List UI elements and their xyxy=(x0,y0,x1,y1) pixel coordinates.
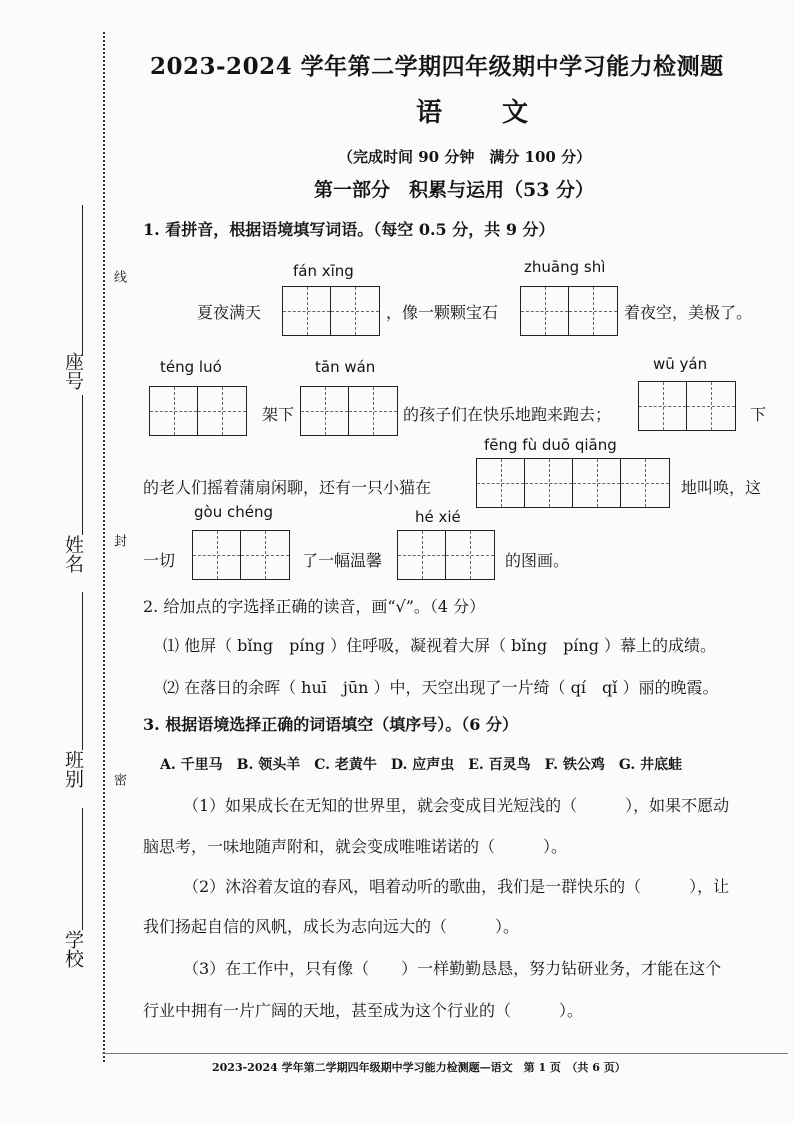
q2-item-1: ⑴ 他屏（ bǐng píng ）住呼吸，凝视着大屏（ bǐng píng ）幕上的成绩。 xyxy=(163,636,717,655)
pinyin-1: fán xīng xyxy=(293,262,354,280)
q1-text-4: 架下 xyxy=(262,405,295,424)
pinyin-5: wū yán xyxy=(653,355,708,373)
q1-text-3: 着夜空，美极了。 xyxy=(624,303,753,322)
binding-dotted-line xyxy=(103,32,105,1062)
q2-item-2: ⑵ 在落日的余晖（ huī jūn ）中，天空出现了一片绮（ qí qǐ ）丽的晚霞。 xyxy=(163,678,719,697)
answer-box-3[interactable] xyxy=(149,386,247,436)
answer-box-4[interactable] xyxy=(300,386,398,436)
school-label: 学校 xyxy=(62,930,84,968)
q1-text-6: 下 xyxy=(750,405,767,424)
q1-text-1: 夏夜满天 xyxy=(197,303,262,322)
seat-blank xyxy=(82,205,83,355)
pinyin-2: zhuāng shì xyxy=(524,258,606,276)
q1-text-2: ，像一颗颗宝石 xyxy=(386,303,499,322)
q3-options: A. 千里马 B. 领头羊 C. 老黄牛 D. 应声虫 E. 百灵鸟 F. 铁公鸡 G. 井底蛙 xyxy=(160,757,683,773)
q3-line-4: 我们扬起自信的风帆，成长为志向远大的（ ）。 xyxy=(143,917,520,936)
pinyin-7: gòu chéng xyxy=(194,503,273,521)
seal-line-char: 线 xyxy=(111,270,126,283)
answer-box-6[interactable] xyxy=(476,458,670,508)
q1-text-9: 一切 xyxy=(143,551,176,570)
q1-text-11: 的图画。 xyxy=(505,551,570,570)
school-blank xyxy=(82,808,83,930)
part-title: 第一部分 积累与运用（53 分） xyxy=(314,179,595,201)
q3-prompt: 3. 根据语境选择正确的词语填空（填序号）。（6 分） xyxy=(143,715,518,734)
answer-box-2[interactable] xyxy=(520,286,618,336)
pinyin-4: tān wán xyxy=(315,358,376,376)
class-blank xyxy=(82,592,83,750)
pinyin-8: hé xié xyxy=(415,508,461,526)
q3-line-6: 行业中拥有一片广阔的天地，甚至成为这个行业的（ ）。 xyxy=(143,1001,584,1020)
q3-line-1: （1）如果成长在无知的世界里，就会变成目光短浅的（ ），如果不愿动 xyxy=(183,796,730,815)
q1-text-10: 了一幅温馨 xyxy=(302,551,383,570)
seal-seal-char: 封 xyxy=(111,534,126,547)
q3-line-5: （3）在工作中，只有像（ ）一样勤勤恳恳，努力钻研业务，才能在这个 xyxy=(183,959,722,978)
q3-line-2: 脑思考，一味地随声附和，就会变成唯唯诺诺的（ ）。 xyxy=(143,837,568,856)
page-footer: 2023-2024 学年第二学期四年级期中学习能力检测题—语文 第 1 页 （共 6 页） xyxy=(212,1061,626,1074)
pinyin-3: téng luó xyxy=(160,358,222,376)
seal-secret-char: 密 xyxy=(111,773,126,786)
name-blank xyxy=(82,395,83,535)
answer-box-1[interactable] xyxy=(282,286,380,336)
q2-prompt: 2. 给加点的字选择正确的读音，画“√”。（4 分） xyxy=(143,597,486,616)
answer-box-8[interactable] xyxy=(397,530,495,580)
q1-text-7: 的老人们摇着蒲扇闲聊，还有一只小猫在 xyxy=(143,478,432,497)
q1-text-8: 地叫唤，这 xyxy=(681,478,762,497)
pinyin-6: fēng fù duō qiāng xyxy=(484,436,617,454)
answer-box-5[interactable] xyxy=(638,381,736,431)
name-label: 姓名 xyxy=(62,535,84,573)
time-note: （完成时间 90 分钟 满分 100 分） xyxy=(338,148,592,166)
q3-line-3: （2）沐浴着友谊的春风，唱着动听的歌曲，我们是一群快乐的（ ），让 xyxy=(183,877,730,896)
subject-title: 语文 xyxy=(416,98,589,128)
exam-title: 2023-2024 学年第二学期四年级期中学习能力检测题 xyxy=(150,53,724,80)
q1-prompt: 1. 看拼音，根据语境填写词语。（每空 0.5 分，共 9 分） xyxy=(143,220,555,239)
q1-text-5: 的孩子们在快乐地跑来跑去； xyxy=(403,405,612,424)
seat-label: 座号 xyxy=(62,352,84,390)
footer-rule xyxy=(102,1053,788,1054)
answer-box-7[interactable] xyxy=(192,530,290,580)
class-label: 班别 xyxy=(62,750,84,788)
